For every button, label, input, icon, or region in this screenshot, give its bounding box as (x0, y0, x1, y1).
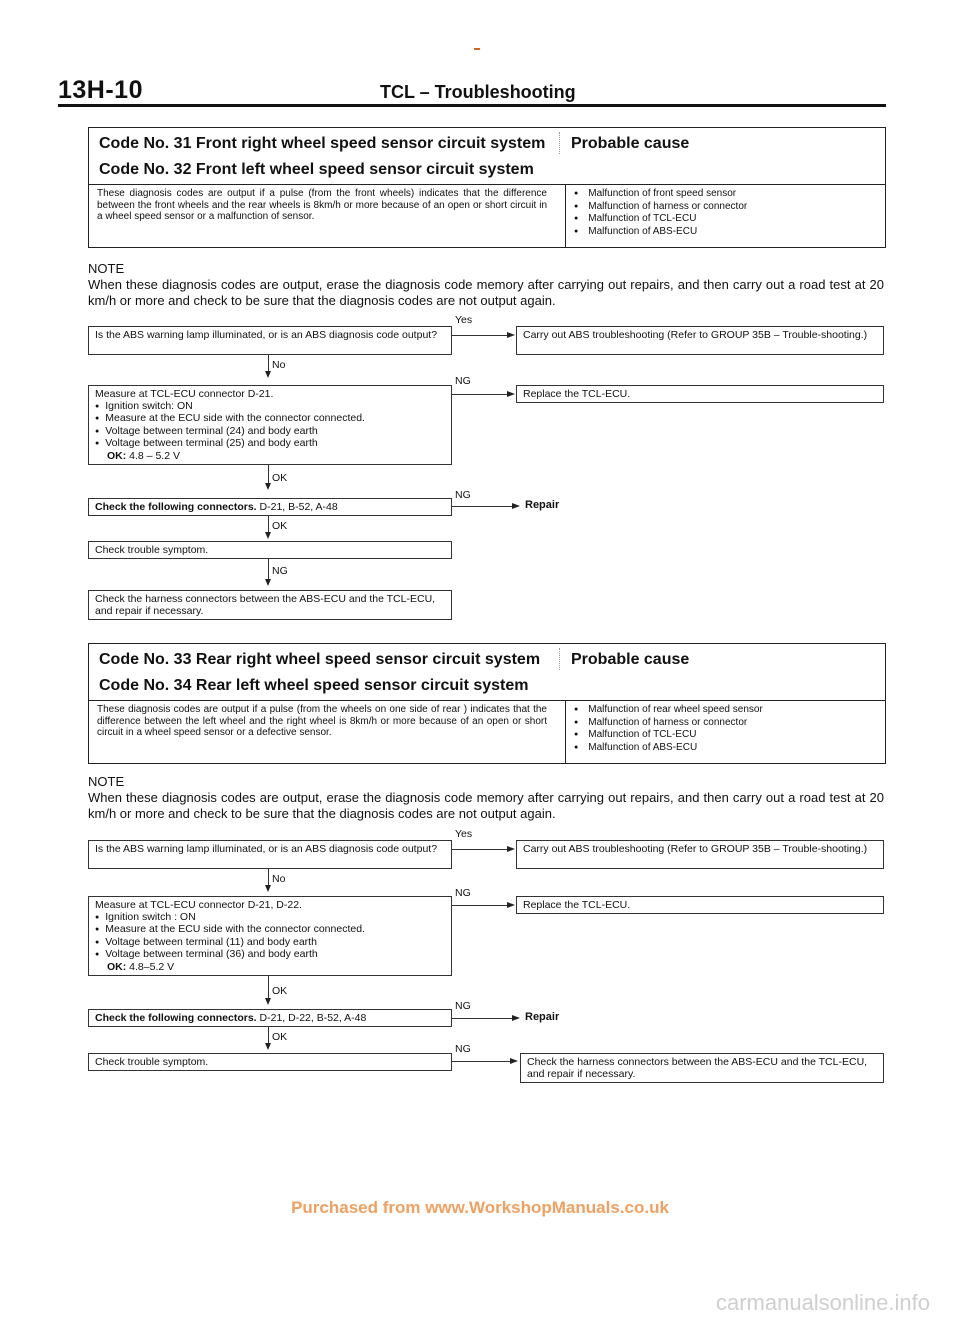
header-rule (58, 104, 886, 107)
question-abs-text: Is the ABS warning lamp illuminated, or is an ABS diagnosis code output? (95, 329, 438, 341)
ok-connector (268, 465, 269, 483)
ng-label: NG (455, 887, 471, 899)
cause-item: ● Malfunction of front speed sensor (574, 188, 874, 201)
ng-connector (452, 1061, 512, 1062)
repair-label: Repair (525, 1011, 560, 1023)
abs-troubleshoot-box (516, 326, 884, 355)
ng-label: NG (455, 489, 471, 501)
measure-item: ● Measure at the ECU side with the connector connected. (95, 924, 445, 937)
harness-check-text: Check the harness connectors between the ABS-ECU and the TCL-ECU, and repair if necessary. (527, 1056, 868, 1080)
harness-check-text: Check the harness connectors between the ABS-ECU and the TCL-ECU, and repair if necessary. (95, 593, 436, 617)
cause-item: ● Malfunction of TCL-ECU (574, 729, 874, 742)
measure-item: ● Ignition switch : ON (95, 912, 445, 925)
probable-cause-title: Probable cause (571, 135, 690, 152)
code-table-rear (88, 643, 886, 764)
top-mark (474, 48, 480, 50)
arrow-down-icon (265, 885, 271, 892)
note-text: When these diagnosis codes are output, erase the diagnosis code memory after carrying out repairs, and then carry out a road test at 20 km/h or more and check to be sure that the diagnosis codes are not output again. (88, 277, 884, 308)
replace-ecu-text: Replace the TCL-ECU. (523, 388, 631, 400)
arrow-right-icon (507, 846, 515, 852)
ng-label: NG (272, 565, 288, 577)
ng-connector (452, 1018, 512, 1019)
yes-label: Yes (455, 828, 473, 840)
ok-connector (268, 976, 269, 998)
arrow-right-icon (510, 1058, 518, 1064)
header-separator (559, 648, 560, 670)
cause-item: ● Malfunction of harness or connector (574, 201, 874, 214)
header-separator (559, 132, 560, 154)
check-connectors-box (88, 498, 452, 516)
ng-connector (452, 905, 507, 906)
arrow-down-icon (265, 483, 271, 490)
ok-spec (95, 962, 445, 974)
measure-title: Measure at TCL-ECU connector D-21, D-22. (95, 899, 302, 911)
ng-connector (268, 559, 269, 579)
measure-item: ● Measure at the ECU side with the connector connected. (95, 413, 445, 426)
check-symptom-box (88, 1053, 452, 1071)
ok-connector (268, 516, 269, 532)
ok-label: OK (272, 472, 288, 484)
yes-connector (452, 849, 507, 850)
code-description: These diagnosis codes are output if a pulse (from the wheels on one side of rear ) indicates that the difference between the left wheel and the right wheel is 8km/h or more because of an open or short circuit in a wheel speed sensor or a defective sensor. (97, 704, 547, 738)
probable-cause-list (565, 701, 874, 763)
replace-ecu-text: Replace the TCL-ECU. (523, 899, 631, 911)
measure-item: ● Voltage between terminal (24) and body earth (95, 426, 445, 439)
harness-check-box (520, 1053, 884, 1083)
probable-cause-title: Probable cause (571, 651, 690, 668)
check-connectors-box (88, 1009, 452, 1027)
arrow-down-icon (265, 998, 271, 1005)
yes-connector (452, 335, 507, 336)
code-34-title: Code No. 34 Rear left wheel speed sensor circuit system (99, 677, 529, 694)
check-connectors-bold: Check the following connectors. (95, 1012, 257, 1024)
watermark: carmanualsonline.info (715, 1290, 930, 1315)
note-label: NOTE (88, 261, 125, 276)
check-symptom-box (88, 541, 452, 559)
abs-troubleshoot-text: Carry out ABS troubleshooting (Refer to GROUP 35B – Trouble-shooting.) (523, 843, 868, 855)
cause-item: ● Malfunction of ABS-ECU (574, 742, 874, 755)
measure-item: ● Voltage between terminal (11) and body earth (95, 937, 445, 950)
question-abs-text: Is the ABS warning lamp illuminated, or is an ABS diagnosis code output? (95, 843, 438, 855)
ng-label: NG (455, 1000, 471, 1012)
measure-box (88, 896, 452, 976)
code-table-front (88, 127, 886, 248)
no-connector (268, 869, 269, 885)
no-label: No (272, 359, 286, 371)
ok-spec-value: 4.8 – 5.2 V (129, 449, 180, 462)
ng-connector (452, 394, 507, 395)
ok-spec-value: 4.8–5.2 V (129, 960, 175, 973)
ng-label: NG (455, 1043, 471, 1055)
arrow-right-icon (512, 1015, 520, 1021)
measure-box (88, 385, 452, 465)
ng-label: NG (455, 375, 471, 387)
page-number: 13H-10 (58, 76, 143, 104)
code-table-header (89, 644, 885, 701)
purchase-note: Purchased from www.WorkshopManuals.co.uk (291, 1198, 669, 1217)
arrow-right-icon (507, 902, 515, 908)
code-32-title: Code No. 32 Front left wheel speed sensor circuit system (99, 161, 534, 178)
ok-connector (268, 1027, 269, 1043)
ng-connector (452, 506, 512, 507)
arrow-down-icon (265, 532, 271, 539)
cause-item: ● Malfunction of ABS-ECU (574, 226, 874, 239)
code-table-header (89, 128, 885, 185)
ok-spec (95, 451, 445, 463)
replace-ecu-box (516, 896, 884, 914)
yes-label: Yes (455, 314, 473, 326)
ok-label: OK (272, 520, 288, 532)
cause-item: ● Malfunction of TCL-ECU (574, 213, 874, 226)
ok-label: OK (272, 985, 288, 997)
measure-title: Measure at TCL-ECU connector D-21. (95, 388, 274, 400)
question-abs-box (88, 326, 452, 355)
question-abs-box (88, 840, 452, 869)
harness-check-box (88, 590, 452, 620)
probable-cause-list (565, 185, 874, 247)
replace-ecu-box (516, 385, 884, 403)
code-table-body (89, 185, 885, 247)
check-connectors-list: D-21, D-22, B-52, A-48 (259, 1012, 367, 1024)
cause-item: ● Malfunction of rear wheel speed sensor (574, 704, 874, 717)
section-title: TCL – Troubleshooting (380, 82, 576, 102)
arrow-down-icon (265, 1043, 271, 1050)
measure-item: ● Ignition switch: ON (95, 401, 445, 414)
ok-label: OK (272, 1031, 288, 1043)
ok-spec-label: OK: (107, 449, 127, 462)
code-table-body (89, 701, 885, 763)
no-label: No (272, 873, 286, 885)
check-connectors-list: D-21, B-52, A-48 (259, 501, 338, 513)
abs-troubleshoot-text: Carry out ABS troubleshooting (Refer to GROUP 35B – Trouble-shooting.) (523, 329, 868, 341)
check-connectors-bold: Check the following connectors. (95, 501, 257, 513)
code-description: These diagnosis codes are output if a pulse (from the front wheels) indicates that the difference between the front wheels and the rear wheels is 8km/h or more because of an open or short circuit in a wheel speed sensor or a malfunction of sensor. (97, 188, 547, 222)
measure-item: ● Voltage between terminal (36) and body earth (95, 949, 445, 962)
repair-label: Repair (525, 499, 560, 511)
arrow-down-icon (265, 371, 271, 378)
arrow-right-icon (507, 332, 515, 338)
arrow-right-icon (512, 503, 520, 509)
measure-item: ● Voltage between terminal (25) and body earth (95, 438, 445, 451)
check-symptom-text: Check trouble symptom. (95, 1056, 209, 1068)
note-text: When these diagnosis codes are output, erase the diagnosis code memory after carrying out repairs, and then carry out a road test at 20 km/h or more and check to be sure that the diagnosis codes are not output again. (88, 790, 884, 821)
cause-item: ● Malfunction of harness or connector (574, 717, 874, 730)
note-label: NOTE (88, 774, 125, 789)
arrow-right-icon (507, 391, 515, 397)
no-connector (268, 355, 269, 371)
ok-spec-label: OK: (107, 960, 127, 973)
arrow-down-icon (265, 579, 271, 586)
abs-troubleshoot-box (516, 840, 884, 869)
check-symptom-text: Check trouble symptom. (95, 544, 209, 556)
code-31-title: Code No. 31 Front right wheel speed sensor circuit system (99, 135, 546, 152)
code-33-title: Code No. 33 Rear right wheel speed sensor circuit system (99, 651, 541, 668)
